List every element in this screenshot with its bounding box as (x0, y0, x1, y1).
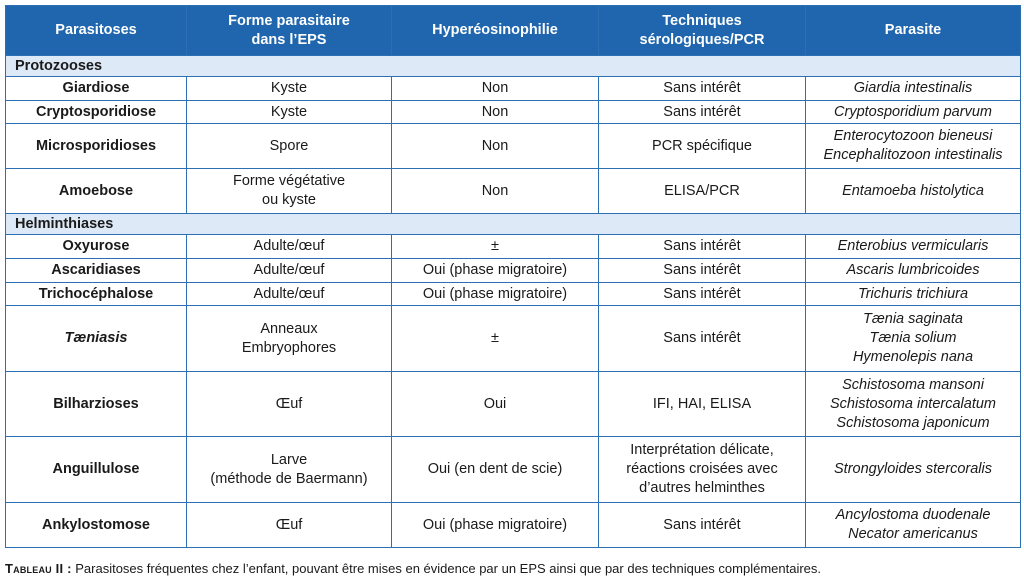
table-row (6, 235, 1021, 259)
parasitose-name: Microsporidioses (6, 124, 187, 169)
eosinophilie-cell (392, 437, 599, 503)
parasite-cell-line: Schistosoma intercalatum (829, 395, 996, 412)
parasite-cell (806, 101, 1021, 124)
parasite-cell (806, 259, 1021, 283)
eosinophilie-cell (392, 101, 599, 124)
table-caption (5, 561, 821, 576)
parasitose-name: Oxyurose (6, 235, 187, 259)
technique-cell (599, 169, 806, 214)
technique-cell (599, 77, 806, 101)
technique-cell-line: d’autres helminthes (639, 480, 765, 496)
table-row (6, 77, 1021, 101)
parasite-cell-line: Giardia intestinalis (853, 80, 973, 96)
parasite-cell-line: Ancylostoma duodenale (835, 507, 991, 523)
technique-cell (599, 437, 806, 503)
eosinophilie-cell-line: ± (491, 238, 499, 254)
parasitose-name: Tæniasis (6, 306, 187, 372)
forme-cell-line: Adulte/œuf (253, 285, 325, 302)
forme-cell-line: Embryophores (241, 339, 337, 356)
parasite-cell-line: Necator americanus (848, 526, 978, 542)
table-row (6, 101, 1021, 124)
forme-cell (187, 437, 392, 503)
table-row (6, 259, 1021, 283)
parasitose-name: Anguillulose (6, 437, 187, 503)
table-body (6, 56, 1021, 548)
eosinophilie-cell-line: Oui (483, 395, 507, 412)
eosinophilie-cell (392, 124, 599, 169)
eosinophilie-cell-line: Non (481, 103, 509, 120)
technique-cell-line: ELISA/PCR (664, 182, 740, 199)
parasitose-name: Bilharzioses (6, 372, 187, 437)
eosinophilie-cell-line: ± (491, 330, 499, 346)
parasite-cell (806, 235, 1021, 259)
forme-cell-line: Kyste (270, 103, 308, 120)
parasite-cell-line: Schistosoma mansoni (842, 376, 984, 393)
parasitoses-table (5, 5, 1021, 548)
forme-cell-line: Adulte/œuf (253, 238, 325, 254)
forme-cell (187, 169, 392, 214)
section-title: Protozooses (6, 56, 1021, 77)
forme-cell-line: Œuf (275, 516, 303, 533)
eosinophilie-cell-line: Oui (phase migratoire) (422, 516, 568, 533)
technique-cell (599, 259, 806, 283)
forme-cell-line: Larve (270, 451, 308, 468)
technique-cell (599, 124, 806, 169)
header-row (6, 6, 1021, 56)
parasite-cell-line: Strongyloides stercoralis (834, 461, 992, 477)
parasite-cell-line: Enterobius vermicularis (837, 238, 989, 254)
technique-cell (599, 372, 806, 437)
eosinophilie-cell (392, 169, 599, 214)
table-row (6, 124, 1021, 169)
eosinophilie-cell-line: Non (481, 182, 509, 199)
forme-cell (187, 101, 392, 124)
column-header (599, 6, 806, 56)
technique-cell (599, 235, 806, 259)
column-header (392, 6, 599, 56)
forme-cell (187, 259, 392, 283)
parasite-cell-line: Cryptosporidium parvum (834, 103, 992, 120)
column-header-line: Parasitoses (55, 22, 137, 38)
caption-lead: Tableau II : (5, 561, 72, 576)
parasite-cell (806, 306, 1021, 372)
technique-cell-line: Sans intérêt (663, 262, 741, 278)
parasitose-name: Giardiose (6, 77, 187, 101)
eosinophilie-cell-line: Oui (phase migratoire) (422, 285, 568, 302)
eosinophilie-cell-line: Oui (phase migratoire) (422, 262, 568, 278)
parasitose-name: Trichocéphalose (6, 283, 187, 306)
caption-text: Parasitoses fréquentes chez l’enfant, pouvant être mises en évidence par un EPS ainsi que par des techniques complémentaires. (71, 561, 822, 576)
parasitose-name: Amoebose (6, 169, 187, 214)
eosinophilie-cell (392, 77, 599, 101)
parasite-cell-line: Tænia solium (869, 330, 957, 346)
parasite-cell (806, 169, 1021, 214)
table-row (6, 437, 1021, 503)
technique-cell-line: Sans intérêt (663, 103, 741, 120)
technique-cell-line: Interprétation délicate, (630, 442, 774, 458)
parasite-cell (806, 283, 1021, 306)
forme-cell-line: Œuf (275, 395, 303, 412)
forme-cell-line: Spore (269, 137, 309, 154)
eosinophilie-cell (392, 372, 599, 437)
column-header (187, 6, 392, 56)
technique-cell-line: réactions croisées avec (626, 461, 778, 477)
forme-cell (187, 77, 392, 101)
forme-cell-line: ou kyste (262, 192, 316, 208)
parasite-cell-line: Trichuris trichiura (857, 285, 969, 302)
column-header (6, 6, 187, 56)
eosinophilie-cell (392, 283, 599, 306)
forme-cell (187, 503, 392, 548)
forme-cell-line: Adulte/œuf (253, 262, 325, 278)
table-row (6, 306, 1021, 372)
parasitose-name: Cryptosporidiose (6, 101, 187, 124)
table-row (6, 372, 1021, 437)
parasite-cell-line: Schistosoma japonicum (836, 414, 990, 431)
parasite-cell (806, 437, 1021, 503)
eosinophilie-cell-line: Non (481, 137, 509, 154)
table-row (6, 503, 1021, 548)
parasite-cell-line: Entamoeba histolytica (842, 182, 984, 199)
parasitose-name: Ascaridiases (6, 259, 187, 283)
parasitose-name: Ankylostomose (6, 503, 187, 548)
column-header-line: sérologiques/PCR (639, 31, 765, 48)
eosinophilie-cell (392, 503, 599, 548)
technique-cell-line: PCR spécifique (652, 137, 752, 154)
forme-cell-line: Forme végétative (232, 173, 346, 189)
forme-cell (187, 306, 392, 372)
forme-cell (187, 372, 392, 437)
forme-cell-line: (méthode de Baermann) (210, 470, 368, 487)
forme-cell-line: Kyste (270, 80, 308, 96)
parasite-cell-line: Hymenolepis nana (852, 349, 974, 365)
forme-cell-line: Anneaux (260, 320, 318, 337)
column-header-line: Techniques (662, 12, 742, 29)
parasite-cell-line: Tænia saginata (863, 311, 963, 327)
section-row (6, 56, 1021, 77)
parasite-cell-line: Enterocytozoon bieneusi (833, 128, 993, 144)
eosinophilie-cell-line: Oui (en dent de scie) (427, 461, 563, 477)
technique-cell-line: Sans intérêt (663, 516, 741, 533)
table-header (6, 6, 1021, 56)
parasite-cell (806, 124, 1021, 169)
column-header-line: Hyperéosinophilie (432, 22, 558, 38)
technique-cell-line: Sans intérêt (663, 330, 741, 346)
eosinophilie-cell (392, 259, 599, 283)
parasite-cell (806, 372, 1021, 437)
table-row (6, 283, 1021, 306)
technique-cell-line: IFI, HAI, ELISA (652, 395, 752, 412)
forme-cell (187, 235, 392, 259)
parasite-cell (806, 77, 1021, 101)
technique-cell (599, 503, 806, 548)
technique-cell-line: Sans intérêt (663, 238, 741, 254)
section-title: Helminthiases (6, 214, 1021, 235)
column-header-line: Forme parasitaire (228, 12, 350, 29)
technique-cell-line: Sans intérêt (663, 80, 741, 96)
eosinophilie-cell-line: Non (481, 80, 509, 96)
parasite-cell (806, 503, 1021, 548)
technique-cell (599, 101, 806, 124)
forme-cell (187, 283, 392, 306)
column-header-line: dans l’EPS (251, 31, 327, 48)
table-row (6, 169, 1021, 214)
technique-cell (599, 283, 806, 306)
technique-cell-line: Sans intérêt (663, 285, 741, 302)
column-header-line: Parasite (884, 22, 942, 38)
eosinophilie-cell (392, 235, 599, 259)
parasite-cell-line: Encephalitozoon intestinalis (823, 147, 1003, 163)
parasite-cell-line: Ascaris lumbricoides (846, 262, 980, 278)
column-header (806, 6, 1021, 56)
eosinophilie-cell (392, 306, 599, 372)
technique-cell (599, 306, 806, 372)
forme-cell (187, 124, 392, 169)
section-row (6, 214, 1021, 235)
